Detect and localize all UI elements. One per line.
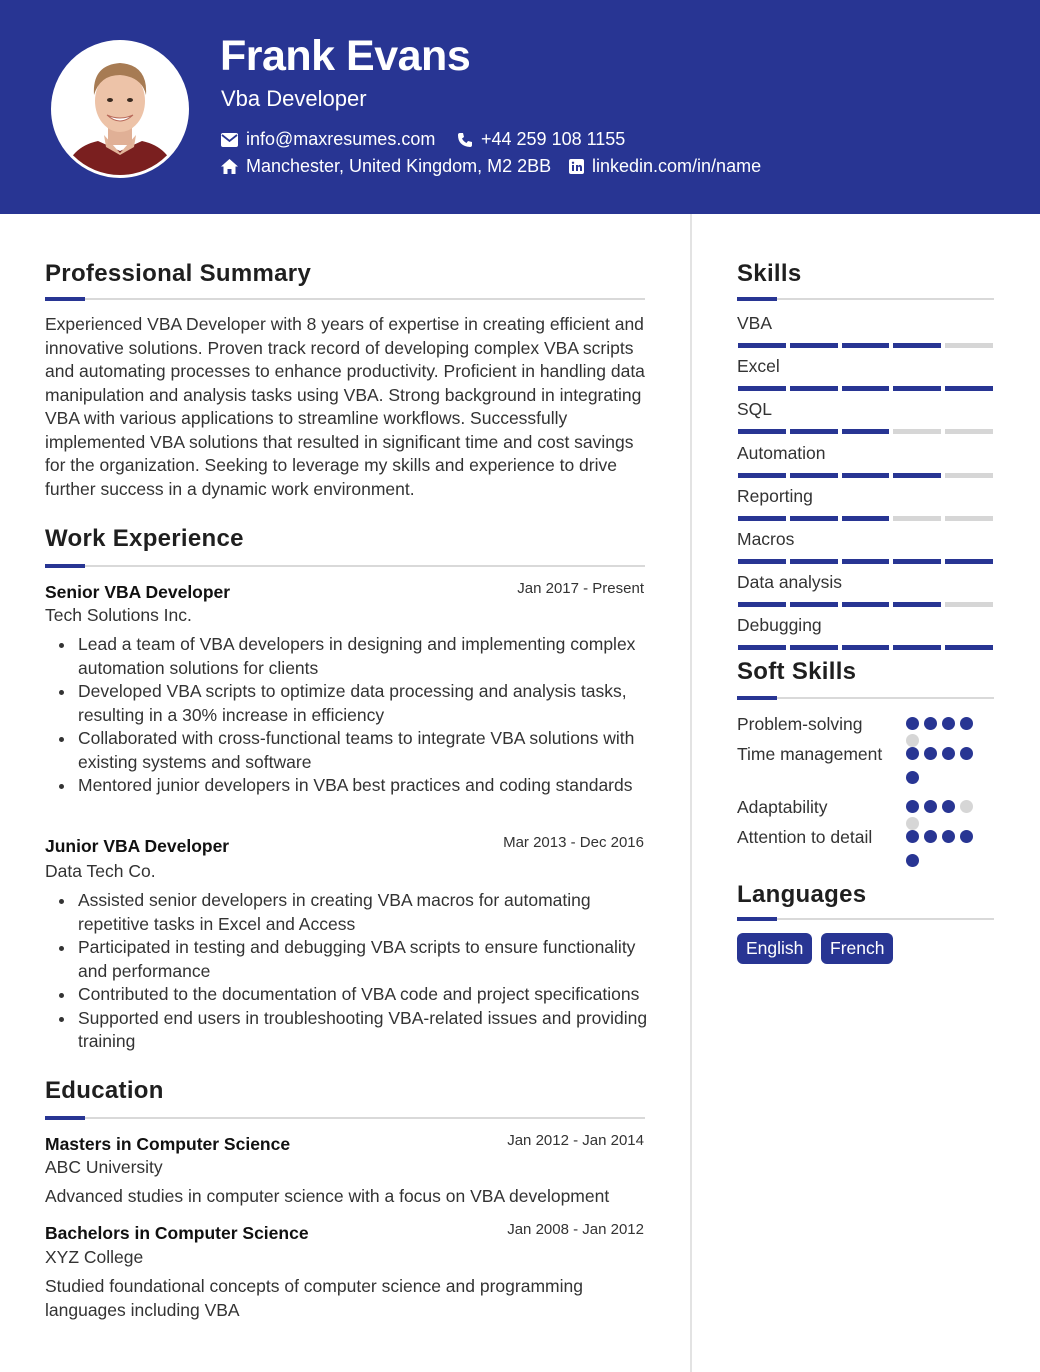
languages-rule	[737, 918, 994, 920]
skill-level-bar	[738, 429, 993, 434]
skill-level-segment	[738, 343, 786, 348]
degree-date: Jan 2008 - Jan 2012	[507, 1221, 644, 1238]
skill-level-bar	[738, 602, 993, 607]
school-name: XYZ College	[45, 1247, 144, 1267]
skill-level-bar	[738, 386, 993, 391]
skill-level-segment	[945, 343, 993, 348]
skills-rule	[737, 298, 994, 300]
skill-level-segment	[738, 645, 786, 650]
rating-dot	[906, 734, 919, 747]
skill-level-segment	[945, 602, 993, 607]
degree-date: Jan 2012 - Jan 2014	[507, 1132, 644, 1149]
degree-title: Masters in Computer Science	[45, 1134, 291, 1154]
header	[0, 0, 1040, 214]
skill-level-segment	[893, 386, 941, 391]
skill-level-segment	[790, 386, 838, 391]
phone-text: +44 259 108 1155	[481, 129, 626, 149]
soft-skill-name: Attention to detail	[737, 827, 873, 847]
job-company: Tech Solutions Inc.	[45, 605, 192, 625]
contact-phone[interactable]	[457, 129, 625, 150]
skill-level-segment	[893, 645, 941, 650]
column-divider	[690, 214, 692, 1372]
skill-level-segment	[893, 516, 941, 521]
list-item: Participated in testing and debugging VBA scripts to ensure functionality and performance	[45, 936, 650, 983]
rating-dot	[942, 717, 955, 730]
rating-dot	[906, 717, 919, 730]
skill-level-segment	[738, 602, 786, 607]
home-icon	[221, 159, 238, 174]
skill-level-segment	[738, 386, 786, 391]
contact-linkedin[interactable]	[569, 156, 761, 177]
list-item: Supported end users in troubleshooting VBA-related issues and providing training	[45, 1007, 650, 1054]
contact-address	[221, 156, 551, 177]
rating-dot	[924, 800, 937, 813]
skill-level-segment	[738, 429, 786, 434]
education-rule	[45, 1117, 645, 1119]
job-date: Jan 2017 - Present	[517, 580, 644, 597]
degree-title: Bachelors in Computer Science	[45, 1223, 309, 1243]
education-heading: Education	[45, 1077, 164, 1104]
job-company: Data Tech Co.	[45, 861, 156, 881]
skill-level-segment	[842, 516, 890, 521]
summary-text: Experienced VBA Developer with 8 years of expertise in creating efficient and innovative solutions. Proven track record of developing complex VBA scripts and automating processes to enhance productivity. Proficient in handling data manipulation and analysis tasks using VBA. Strong background in integrating VBA with various applications to streamline workflows. Successfully implemented VBA solutions that resulted in significant time and cost savings for the organization. Seeking to leverage my skills and experience to drive further success in a dynamic work environment.	[45, 314, 645, 499]
skill-level-segment	[893, 473, 941, 478]
experience-heading: Work Experience	[45, 525, 244, 552]
skill-name: Data analysis	[737, 572, 843, 593]
rating-dot	[942, 800, 955, 813]
envelope-icon	[221, 133, 238, 147]
skill-level-bar	[738, 473, 993, 478]
job-title: Senior VBA Developer	[45, 582, 231, 602]
degree-description: Studied foundational concepts of computer science and programming languages including VBA	[45, 1276, 583, 1320]
skill-level-segment	[790, 645, 838, 650]
skill-level-segment	[842, 473, 890, 478]
skill-level-segment	[738, 516, 786, 521]
skill-level-segment	[945, 559, 993, 564]
degree-description: Advanced studies in computer science with a focus on VBA development	[45, 1186, 610, 1206]
rating-dot	[960, 717, 973, 730]
rating-dot	[906, 800, 919, 813]
skill-name: Macros	[737, 529, 795, 549]
skill-level-segment	[738, 559, 786, 564]
skill-level-bar	[738, 516, 993, 521]
skill-level-segment	[945, 516, 993, 521]
skill-level-segment	[842, 602, 890, 607]
skill-level-bar	[738, 343, 993, 348]
skill-level-bar	[738, 645, 993, 650]
language-badge: English	[737, 933, 812, 964]
rating-dot	[906, 830, 919, 843]
rating-dot	[906, 817, 919, 830]
address-text: Manchester, United Kingdom, M2 2BB	[246, 156, 552, 176]
job-date: Mar 2013 - Dec 2016	[503, 834, 644, 851]
avatar	[51, 40, 189, 178]
skill-level-segment	[842, 386, 890, 391]
list-item: Mentored junior developers in VBA best practices and coding standards	[45, 774, 650, 798]
candidate-title: Vba Developer	[221, 86, 367, 111]
list-item: Assisted senior developers in creating VBA macros for automating repetitive tasks in Excel and Access	[45, 889, 650, 936]
skills-heading: Skills	[737, 260, 802, 287]
rating-dot	[906, 854, 919, 867]
language-badge: French	[821, 933, 893, 964]
rating-dot	[942, 747, 955, 760]
summary-heading: Professional Summary	[45, 260, 312, 287]
skill-level-segment	[842, 559, 890, 564]
list-item: Contributed to the documentation of VBA code and project specifications	[45, 983, 650, 1007]
skill-name: Debugging	[737, 615, 822, 636]
skill-name: VBA	[737, 313, 773, 333]
rating-dot	[960, 800, 973, 813]
skill-level-segment	[893, 602, 941, 607]
skill-level-segment	[790, 473, 838, 478]
skill-level-bar	[738, 559, 993, 564]
rating-dot	[960, 830, 973, 843]
list-item: Collaborated with cross-functional teams to integrate VBA solutions with existing systems and software	[45, 727, 650, 774]
skill-level-segment	[790, 343, 838, 348]
rating-dot	[906, 771, 919, 784]
rating-dot	[924, 830, 937, 843]
skill-level-segment	[945, 473, 993, 478]
skill-level-segment	[893, 559, 941, 564]
soft-skill-name: Problem-solving	[737, 714, 863, 734]
email-text: info@maxresumes.com	[246, 129, 436, 149]
soft-skills-heading: Soft Skills	[737, 658, 857, 685]
rating-dot	[906, 747, 919, 760]
skill-level-segment	[945, 645, 993, 650]
linkedin-icon	[569, 159, 584, 174]
soft-skill-name: Time management	[737, 744, 883, 764]
job-bullets	[45, 889, 650, 1054]
job-bullets	[45, 633, 650, 798]
skill-level-segment	[945, 429, 993, 434]
skill-name: SQL	[737, 399, 773, 420]
candidate-name: Frank Evans	[220, 32, 471, 80]
contact-email[interactable]	[221, 129, 435, 150]
skill-level-segment	[893, 429, 941, 434]
soft-skills-rule	[737, 697, 994, 699]
skill-level-segment	[790, 516, 838, 521]
skill-level-segment	[738, 473, 786, 478]
skill-level-segment	[790, 602, 838, 607]
skill-name: Excel	[737, 356, 780, 377]
skill-level-segment	[842, 343, 890, 348]
skill-level-segment	[790, 559, 838, 564]
rating-dot	[960, 747, 973, 760]
languages-heading: Languages	[737, 881, 867, 908]
experience-rule	[45, 565, 645, 567]
school-name: ABC University	[45, 1157, 163, 1177]
rating-dot	[924, 747, 937, 760]
skill-level-segment	[842, 429, 890, 434]
skill-level-segment	[893, 343, 941, 348]
rating-dot	[924, 717, 937, 730]
skill-level-segment	[842, 645, 890, 650]
job-title: Junior VBA Developer	[45, 836, 230, 856]
skill-level-segment	[790, 429, 838, 434]
list-item: Developed VBA scripts to optimize data processing and analysis tasks, resulting in a 30% increase in efficiency	[45, 680, 650, 727]
skill-level-segment	[945, 386, 993, 391]
skill-name: Reporting	[737, 485, 813, 506]
linkedin-text: linkedin.com/in/name	[592, 156, 762, 176]
soft-skill-name: Adaptability	[737, 797, 828, 817]
list-item: Lead a team of VBA developers in designing and implementing complex automation solutions for clients	[45, 633, 650, 680]
rating-dot	[942, 830, 955, 843]
summary-rule	[45, 298, 645, 300]
phone-icon	[457, 132, 473, 148]
skill-name: Automation	[737, 442, 826, 463]
